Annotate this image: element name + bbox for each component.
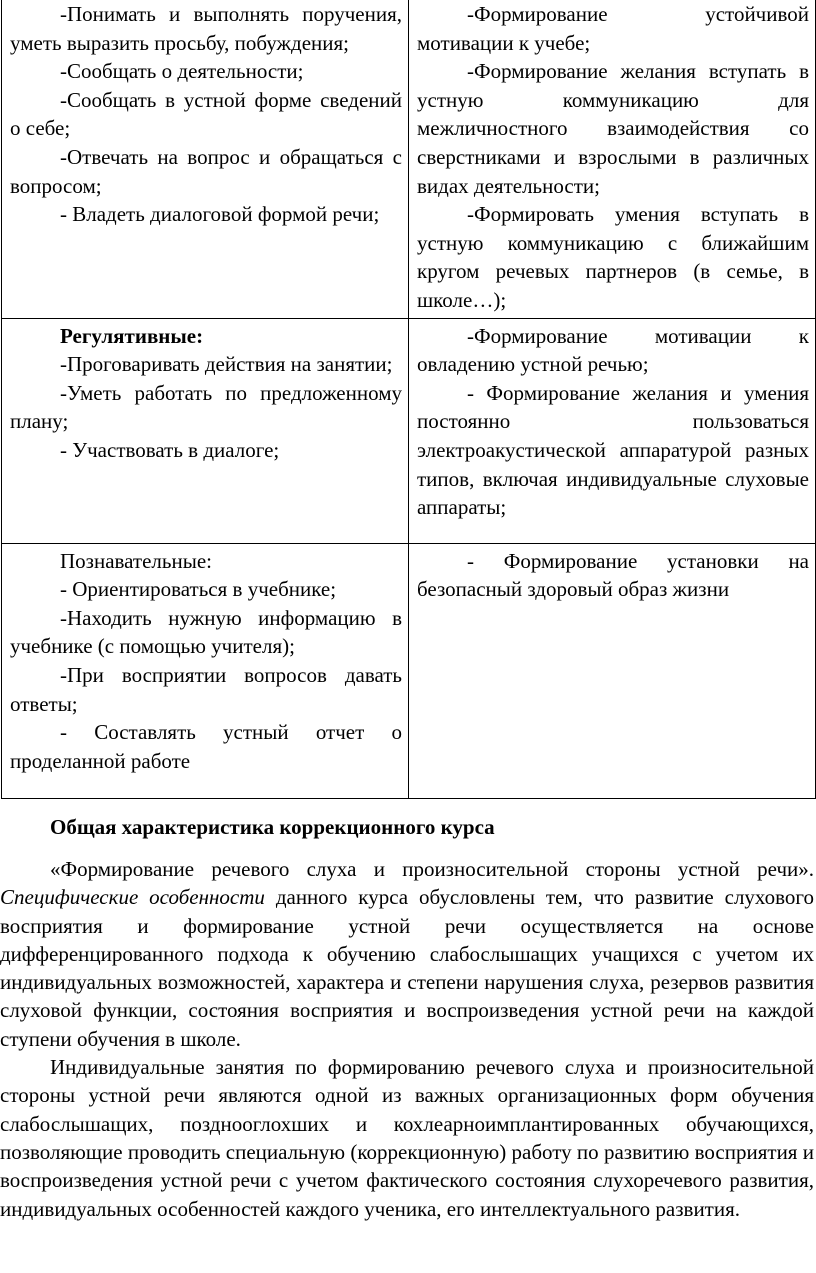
table-cell-right (409, 0, 816, 318)
list-item: - Участвовать в диалоге; (60, 437, 280, 462)
table-row (2, 0, 816, 318)
table-row (2, 318, 816, 543)
list-item: - Формирование установки на безопасный здоровый образ жизни (417, 548, 809, 602)
list-item: - Формирование желания и умения постоянно пользоваться электроакустической аппаратурой разных типов, включая индивидуальные слуховые аппараты; (417, 380, 809, 520)
list-item: -Сообщать в устной форме сведений о себе; (10, 87, 402, 141)
paragraph-text: данного курса обусловлены тем, что развитие слухового восприятия и формирование устной речи осуществляется на основе дифференцированного подхода к обучению слабослышащих учащихся с учетом их индивидуальных возможностей, характера и степени нарушения слуха, резервов развития слуховой функции, состояния восприятия и воспроизведения устной речи на каждой ступени обучения в школе. (0, 885, 814, 1051)
section-title: Общая характеристика коррекционного курса (50, 815, 495, 839)
italic-phrase: Специфические особенности (0, 885, 265, 910)
paragraph-text: «Формирование речевого слуха и произносительной стороны устной речи». (50, 857, 814, 881)
list-item: -Уметь работать по предложенному плану; (10, 380, 402, 434)
paragraph (0, 855, 814, 1053)
list-item: -Находить нужную информацию в учебнике (с помощью учителя); (10, 605, 402, 659)
list-item: -При восприятии вопросов давать ответы; (10, 662, 402, 716)
table-row (2, 543, 816, 798)
table-cell-right (409, 543, 816, 798)
cell-heading: Познавательные: (60, 548, 212, 573)
paragraph: Индивидуальные занятия по формированию речевого слуха и произносительной стороны устной речи являются одной из важных организационных форм обучения слабослышащих, позднооглохших и кохлеарноимплантированных обучающихся, позволяющие проводить специальную (коррекционную) работу по развитию восприятия и воспроизведения устной речи с учетом фактического состояния слухоречевого развития, индивидуальных особенностей каждого ученика, его интеллектуального развития. (0, 1055, 814, 1221)
list-item: -Формирование мотивации к овладению устной речью; (417, 323, 809, 377)
list-item: -Понимать и выполнять поручения, уметь выразить просьбу, побуждения; (10, 2, 402, 55)
table-cell-left (2, 543, 409, 798)
list-item: -Формировать умения вступать в устную коммуникацию с ближайшим кругом речевых партнеров (в семье, в школе…); (417, 202, 809, 312)
list-item: -Формирование устойчивой мотивации к учебе; (417, 2, 809, 55)
table-cell-left (2, 0, 409, 318)
cell-heading: Регулятивные: (60, 323, 204, 348)
list-item: - Владеть диалоговой формой речи; (60, 202, 380, 227)
list-item: -Сообщать о деятельности; (60, 59, 304, 84)
list-item: -Проговаривать действия на занятии; (60, 352, 393, 377)
list-item: -Формирование желания вступать в устную коммуникацию для межличностного взаимодействия со сверстниками и взрослыми в различных видах деятельности; (417, 59, 809, 198)
table-cell-right (409, 318, 816, 543)
list-item: -Отвечать на вопрос и обращаться с вопросом; (10, 144, 402, 198)
list-item: - Ориентироваться в учебнике; (60, 577, 337, 602)
competencies-table (1, 0, 816, 799)
list-item: - Составлять устный отчет о проделанной работе (10, 720, 402, 773)
table-cell-left (2, 318, 409, 543)
course-description-section (0, 813, 814, 1223)
